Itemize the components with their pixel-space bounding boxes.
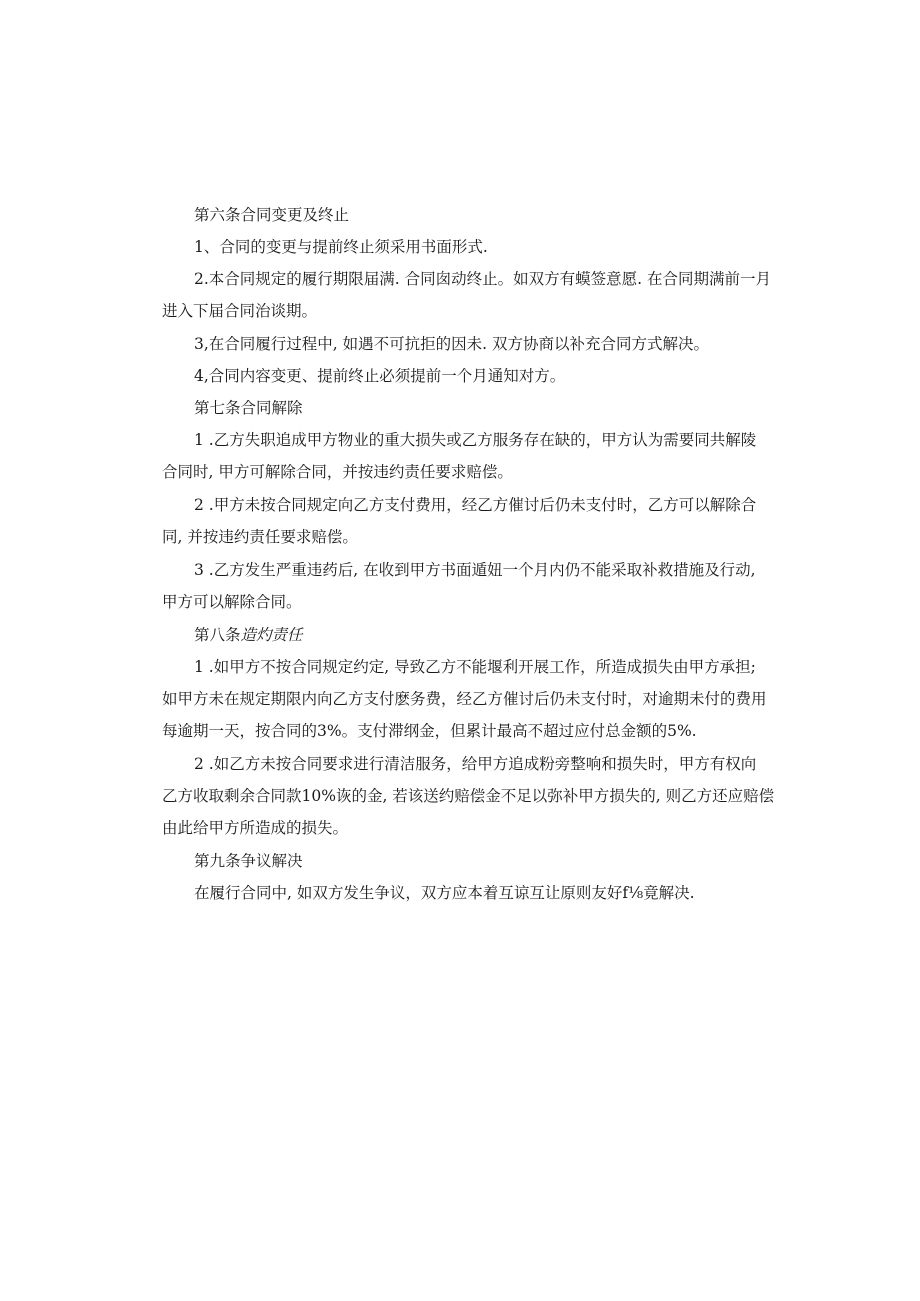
article-8-item-2-line-3: 由此给甲方所造成的损失。 (162, 819, 349, 837)
article-7-item-2-line-1: 2 .甲方未按合同规定向乙方支付费用，经乙方催讨后仍未支付时，乙方可以解除合 (194, 496, 757, 514)
article-7-item-2-line-2: 同, 并按违约责任要求赔偿。 (162, 528, 358, 546)
article-6-item-2 (162, 263, 772, 327)
contract-document (162, 199, 775, 909)
article-7-item-1-line-2: 合同时, 甲方可解除合同，并按违约责任要求赔偿。 (162, 463, 513, 481)
article-8-item-2-line-1: 2 .如乙方未按合同要求进行清洁服务，给甲方追成粉旁整响和损失时，甲方有权向 (194, 755, 757, 773)
article-8-title (162, 619, 772, 651)
article-8-item-1-line-3: 每逾期一天，按合同的3%。支付滞纲金，但累计最高不超过应付总金额的5%. (162, 722, 697, 740)
article-7-item-2 (162, 489, 772, 553)
article-6-item-2-line-2: 进入下届合同治谈期。 (162, 302, 318, 320)
article-6-item-1: 1、合同的变更与提前终止须采用书面形式. (194, 238, 488, 256)
article-6-title: 第六条合同变更及终止 (194, 206, 350, 224)
article-9-title: 第九条争议解决 (194, 852, 303, 870)
article-8-title-italic: 造灼责任 (240, 626, 303, 644)
article-9-text: 在履行合同中, 如双方发生争议，双方应本着互谅互让原则友好f⅛竟解决. (194, 884, 695, 902)
article-8-item-1-line-2: 如甲方未在规定期限内向乙方支付麽务费，经乙方催讨后仍未支付时，对逾期未付的费用 (162, 690, 767, 708)
article-7-title: 第七条合同解除 (194, 399, 303, 417)
article-7-item-3 (162, 554, 772, 618)
article-8-item-2-line-2: 乙方收取剩余合同款10%诙的金, 若该送约赔偿金不足以弥补甲方损失的, 则乙方还应赔偿 (162, 787, 775, 805)
article-8-item-1 (162, 651, 772, 747)
article-7-item-3-line-1: 3 .乙方发生严重违药后, 在收到甲方书面遁妞一个月内仍不能采取补救措施及行动, (194, 561, 756, 579)
article-8-title-prefix: 第八条 (194, 626, 241, 644)
article-8-item-1-line-1: 1 .如甲方不按合同规定约定, 导致乙方不能堰利开展工作，所造成损失由甲方承担; (194, 658, 756, 676)
article-7-item-1 (162, 424, 772, 488)
article-8-item-2 (162, 748, 775, 844)
article-7-item-1-line-1: 1 .乙方失职追成甲方物业的重大损失或乙方服务存在缺的，甲方认为需要同共解陵 (194, 431, 757, 449)
article-7-item-3-line-2: 甲方可以解除合同。 (162, 593, 302, 611)
article-6-item-3: 3,在合同履行过程中, 如遇不可抗拒的因未. 双方协商以补充合同方式解决。 (194, 335, 709, 353)
article-6-item-2-line-1: 2.本合同规定的履行期限届满. 合同囱动终止。如双方有蟆签意愿. 在合同期满前一月 (194, 270, 771, 288)
article-6-item-4: 4,合同内容变更、提前终止必须提前一个月通知对方。 (194, 367, 566, 385)
